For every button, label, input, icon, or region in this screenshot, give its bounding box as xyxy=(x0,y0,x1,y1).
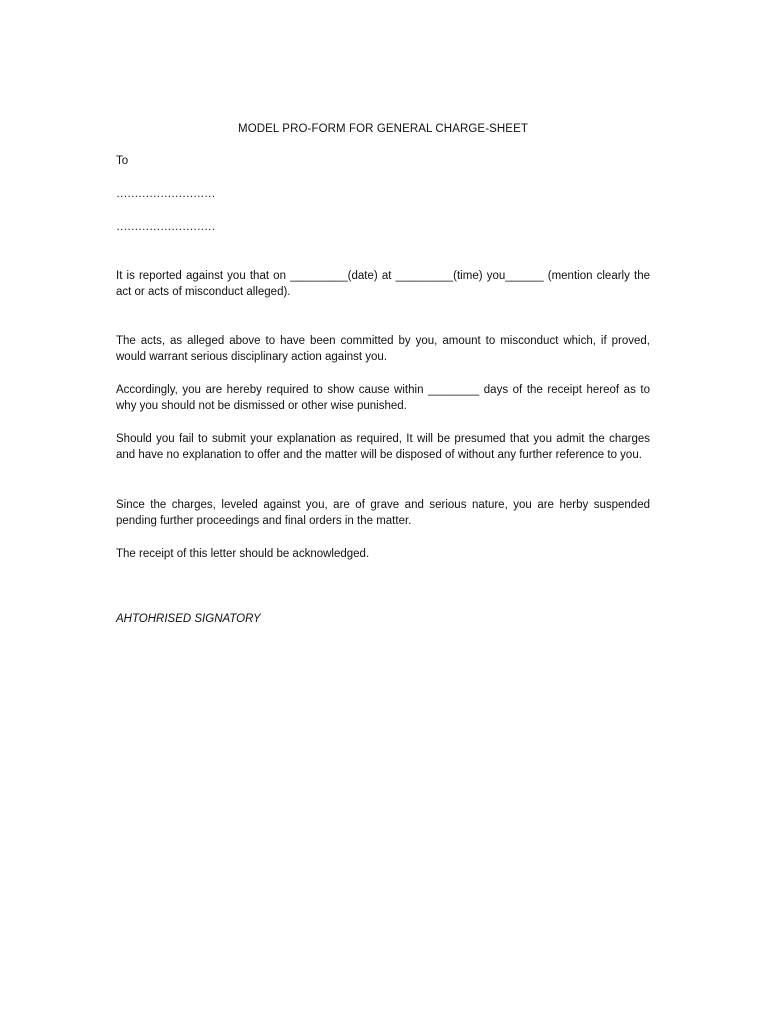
document-title: MODEL PRO-FORM FOR GENERAL CHARGE-SHEET xyxy=(238,123,528,135)
paragraph-allegation: It is reported against you that on _________(date) at _________(time) you______ (mention clearly the act or acts of misconduct alleged). xyxy=(116,270,650,299)
paragraph-failure-to-respond: Should you fail to submit your explanation as required, It will be presumed that you admit the charges and have no explanation to offer and the matter will be disposed of without any further reference to you. xyxy=(116,433,650,462)
authorised-signatory: AHTOHRISED SIGNATORY xyxy=(116,613,261,625)
recipient-address-line-2: ……………………… xyxy=(116,221,215,233)
paragraph-misconduct: The acts, as alleged above to have been committed by you, amount to misconduct which, if proved, would warrant serious disciplinary action against you. xyxy=(116,335,650,364)
recipient-address-line-1: ……………………… xyxy=(116,188,215,200)
paragraph-show-cause: Accordingly, you are hereby required to show cause within ________ days of the receipt hereof as to why you should not be dismissed or other wise punished. xyxy=(116,384,650,413)
paragraph-suspension: Since the charges, leveled against you, are of grave and serious nature, you are herby suspended pending further proceedings and final orders in the matter. xyxy=(116,499,650,528)
paragraph-acknowledgement: The receipt of this letter should be acknowledged. xyxy=(116,548,370,560)
recipient-label: To xyxy=(116,155,129,167)
